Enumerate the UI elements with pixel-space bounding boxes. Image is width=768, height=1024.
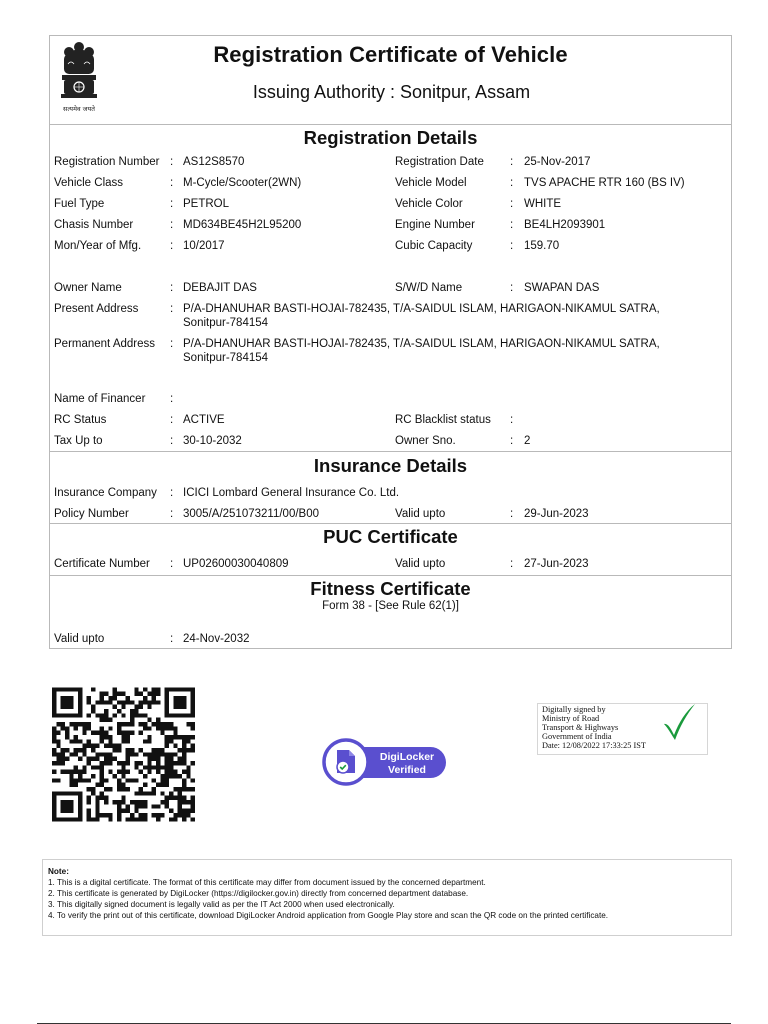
- field-label: Valid upto: [395, 508, 446, 520]
- note-item: 2. This certificate is generated by DigiLocker (https://digilocker.gov.in) directly from concerned department database.: [48, 889, 469, 898]
- colon-separator: :: [170, 219, 174, 231]
- field-label: Insurance Company: [54, 487, 157, 499]
- colon-separator: :: [510, 177, 514, 189]
- colon-separator: :: [170, 177, 174, 189]
- colon-separator: :: [510, 508, 514, 520]
- colon-separator: :: [170, 282, 174, 294]
- cubic-capacity: 159.70: [524, 240, 560, 252]
- swd-name: SWAPAN DAS: [524, 282, 600, 294]
- check-mark-icon: [661, 702, 697, 742]
- section-title: PUC Certificate: [323, 526, 458, 547]
- detail-row: [50, 302, 731, 332]
- field-label: RC Blacklist status: [395, 414, 491, 426]
- signature-line: Government of India: [542, 732, 612, 741]
- field-label: Registration Date: [395, 156, 484, 168]
- field-label: Valid upto: [54, 633, 105, 645]
- signature-date: Date: 12/08/2022 17:33:25 IST: [542, 741, 646, 750]
- field-label: Tax Up to: [54, 435, 103, 447]
- colon-separator: :: [170, 435, 174, 447]
- field-label: Present Address: [54, 303, 139, 315]
- field-label: S/W/D Name: [395, 282, 463, 294]
- colon-separator: :: [170, 198, 174, 210]
- colon-separator: :: [170, 393, 174, 405]
- fitness-certificate-section: [50, 576, 731, 648]
- svg-text:सत्यमेव जयते: सत्यमेव जयते: [63, 105, 95, 113]
- field-label: Engine Number: [395, 219, 475, 231]
- section-title: Insurance Details: [313, 455, 468, 476]
- puc-certificate-number: UP02600030040809: [183, 558, 289, 570]
- rc-status: ACTIVE: [183, 414, 225, 426]
- section-title: Fitness Certificate: [310, 578, 471, 599]
- permanent-address-line-2: Sonitpur-784154: [183, 352, 269, 364]
- fuel-type: PETROL: [183, 198, 230, 210]
- colon-separator: :: [170, 338, 174, 350]
- section-title: Registration Details: [303, 127, 478, 148]
- document-check-icon: [337, 750, 355, 773]
- field-label: Cubic Capacity: [395, 240, 473, 252]
- colon-separator: :: [510, 156, 514, 168]
- colon-separator: :: [510, 240, 514, 252]
- registration-date: 25-Nov-2017: [524, 156, 591, 168]
- tax-up-to: 30-10-2032: [183, 435, 242, 447]
- notes-title: Note:: [48, 867, 69, 876]
- colon-separator: :: [170, 558, 174, 570]
- insurance-valid-upto: 29-Jun-2023: [524, 508, 589, 520]
- note-item: 4. To verify the print out of this certificate, download DigiLocker Android application from Google Play store and scan the QR code on the printed certificate.: [48, 911, 609, 920]
- signature-line: Digitally signed by: [542, 705, 606, 714]
- colon-separator: :: [510, 414, 514, 426]
- colon-separator: :: [170, 414, 174, 426]
- puc-valid-upto: 27-Jun-2023: [524, 558, 589, 570]
- present-address-line-2: Sonitpur-784154: [183, 317, 269, 329]
- insurance-company: ICICI Lombard General Insurance Co. Ltd.: [183, 487, 400, 499]
- colon-separator: :: [170, 487, 174, 499]
- field-label: Registration Number: [54, 156, 160, 168]
- insurance-details-section: [50, 452, 731, 524]
- signature-line: Transport & Highways: [542, 723, 619, 732]
- certificate-title: Registration Certificate of Vehicle: [213, 42, 568, 67]
- colon-separator: :: [170, 303, 174, 315]
- signature-line: Ministry of Road: [542, 714, 600, 723]
- engine-number: BE4LH2093901: [524, 219, 606, 231]
- registration-number: AS12S8570: [183, 156, 245, 168]
- field-label: Vehicle Color: [395, 198, 463, 210]
- owner-serial-number: 2: [524, 435, 531, 447]
- note-item: 1. This is a digital certificate. The format of this certificate may differ from document issued by the concerned department.: [48, 878, 486, 887]
- vehicle-model: TVS APACHE RTR 160 (BS IV): [524, 177, 685, 189]
- field-label: Vehicle Class: [54, 177, 124, 189]
- colon-separator: :: [510, 219, 514, 231]
- fitness-valid-upto: 24-Nov-2032: [183, 633, 250, 645]
- policy-number: 3005/A/251073211/00/B00: [183, 508, 319, 520]
- detail-row: [50, 337, 731, 367]
- field-label: Permanent Address: [54, 338, 156, 350]
- field-label: Fuel Type: [54, 198, 105, 210]
- field-label: Name of Financer: [54, 393, 146, 405]
- colon-separator: :: [510, 558, 514, 570]
- puc-certificate-section: [50, 524, 731, 576]
- qr-code: [52, 687, 195, 822]
- svg-text:Verified: Verified: [388, 764, 426, 776]
- field-label: Certificate Number: [54, 558, 150, 570]
- vehicle-color: WHITE: [524, 198, 562, 210]
- field-label: Mon/Year of Mfg.: [54, 240, 142, 252]
- colon-separator: :: [170, 633, 174, 645]
- svg-text:DigiLocker: DigiLocker: [379, 751, 435, 763]
- colon-separator: :: [510, 282, 514, 294]
- registration-details-section: [50, 125, 731, 452]
- colon-separator: :: [510, 435, 514, 447]
- owner-name: DEBAJIT DAS: [183, 282, 257, 294]
- permanent-address-line-1: P/A-DHANUHAR BASTI-HOJAI-782435, T/A-SAIDUL ISLAM, HARIGAON-NIKAMUL SATRA,: [183, 338, 660, 350]
- note-item: 3. This digitally signed document is legally valid as per the IT Act 2000 when used electronically.: [48, 900, 395, 909]
- field-label: Vehicle Model: [395, 177, 467, 189]
- present-address-line-1: P/A-DHANUHAR BASTI-HOJAI-782435, T/A-SAIDUL ISLAM, HARIGAON-NIKAMUL SATRA,: [183, 303, 660, 315]
- field-label: Owner Name: [54, 282, 122, 294]
- field-label: Valid upto: [395, 558, 446, 570]
- colon-separator: :: [510, 198, 514, 210]
- field-label: Owner Sno.: [395, 435, 456, 447]
- vehicle-class: M-Cycle/Scooter(2WN): [183, 177, 302, 189]
- field-label: Chasis Number: [54, 219, 134, 231]
- issuing-authority: Issuing Authority : Sonitpur, Assam: [252, 82, 531, 102]
- field-label: Policy Number: [54, 508, 129, 520]
- notes-box: [42, 859, 732, 936]
- manufacture-date: 10/2017: [183, 240, 225, 252]
- colon-separator: :: [170, 156, 174, 168]
- digital-signature-block: [537, 703, 708, 755]
- certificate-header: [50, 36, 731, 125]
- colon-separator: :: [170, 240, 174, 252]
- vehicle-certificate: [49, 35, 732, 649]
- field-label: RC Status: [54, 414, 107, 426]
- digilocker-verified-badge: [322, 738, 448, 786]
- colon-separator: :: [170, 508, 174, 520]
- chasis-number: MD634BE45H2L95200: [183, 219, 302, 231]
- fitness-form-reference: Form 38 - [See Rule 62(1)]: [322, 600, 459, 612]
